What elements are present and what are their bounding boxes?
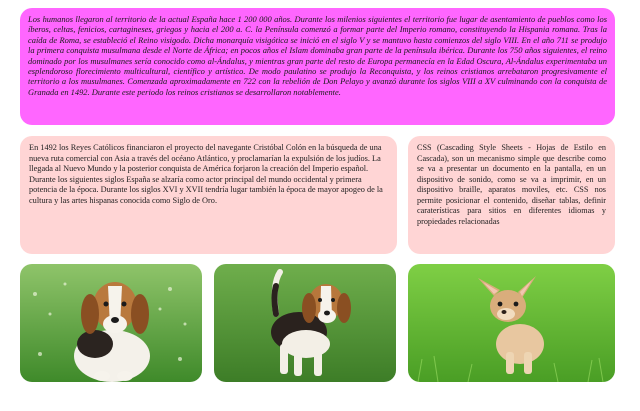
beagle-standing-photo <box>214 264 396 382</box>
css-paragraph: CSS (Cascading Style Sheets - Hojas de Estilo en Cascada), son un mecanismo simple que describe como se va a presentar un documento en la pantalla, en un dispositivo de sonido, como se va a imprimir, en un dispositivo braille, aparatos moviles, etc. CSS nos permite posicionar el contenido, diseñar tablas, definir caraterísticas para sitios en diferentes idiomas y propiedades relacionadas <box>417 143 606 226</box>
chihuahua-puppy-photo <box>408 264 615 382</box>
css-text-panel <box>408 136 615 254</box>
history-paragraph: En 1492 los Reyes Católicos financiaron el proyecto del navegante Cristóbal Colón en la búsqueda de una nueva ruta comercial con Asia a través del océano Atlántico, y proclamarían la expulsión de los judíos. La llegada al Nuevo Mundo y la posterior conquista de América forjaron la creación del Imperio español. Durante los siguientes siglos España se alzaría como actor principal del mundo occidental y primera potencia de la época. Durante los siglos XVI y XVII tendría lugar también la época de mayor apogeo de la cultura y las artes hispanas conocida como Siglo de Oro. <box>29 143 383 205</box>
chihuahua-puppy-icon <box>408 264 615 382</box>
beagle-puppy-photo <box>20 264 202 382</box>
beagle-puppy-icon <box>20 264 202 382</box>
hero-text-panel <box>20 8 615 125</box>
history-text-panel <box>20 136 397 254</box>
hero-paragraph: Los humanos llegaron al territorio de la actual España hace 1 200 000 años. Durante los milenios siguientes el territorio fue lugar de asentamiento de pueblos como los íberos, celtas, fenicios, cartagineses, griegos y hacia el 200 a. C. la Península comenzó a formar parte del Imperio romano, constituyendo la Hispania romana. Tras la caída de Roma, se estableció el Reino visigodo. Dicha monarquía visigótica se inició en el siglo V y se mantuvo hasta comienzos del siglo VIII. En el año 711 se produjo la primera conquista musulmana desde el Norte de África; en pocos años el Islam dominaba gran parte de la península ibérica. Durante los 750 años siguientes, el reino dominado por los musulmanes sería conocido como al-Ándalus, y mientras gran parte del resto de Europa permanecía en la Edad Oscura, Al-Ándalus experimentaba un esplendoroso florecimiento multicultural, científico y artístico. De modo paulatino se produjo la Reconquista, y los reinos cristianos arrebataron progresivamente el territorio a los musulmanes. Comenzada aproximadamente en 722 con la rebelión de Don Pelayo y avanzó durante los siglos VIII a XV culminando con la conquista de Granada en 1492. Durante este periodo los reinos cristianos se desarrollaron notablemente. <box>28 14 607 97</box>
beagle-puppy-standing-icon <box>214 264 396 382</box>
